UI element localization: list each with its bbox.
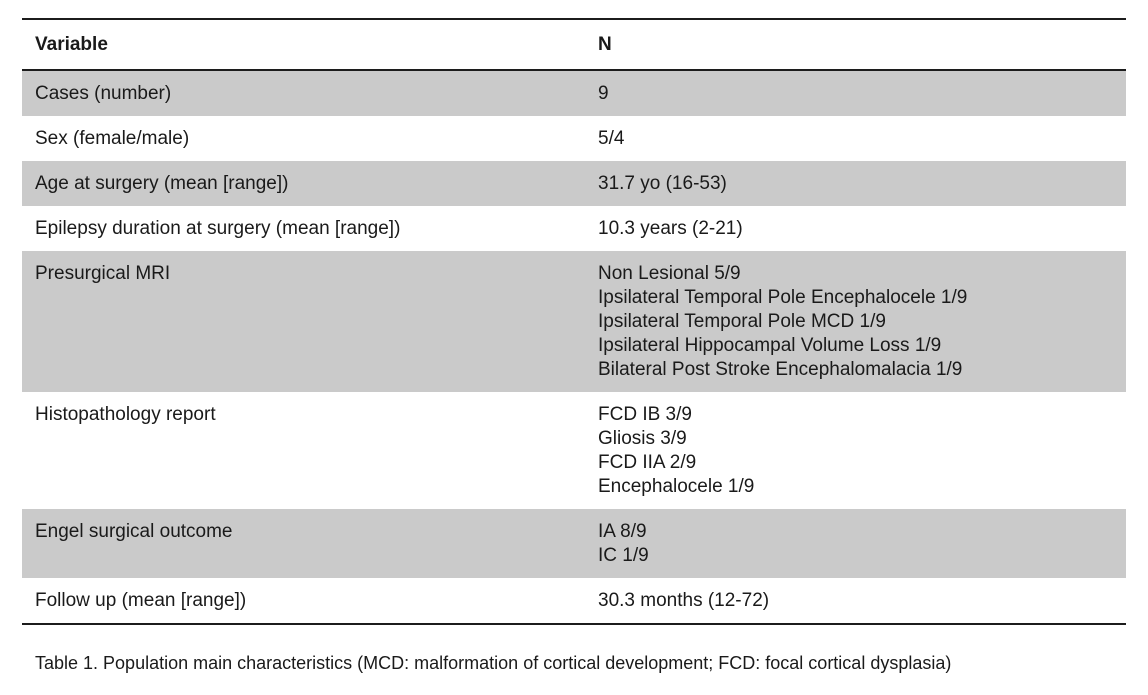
row-variable-cell: Follow up (mean [range]): [35, 590, 247, 611]
value-line: Ipsilateral Temporal Pole MCD 1/9: [598, 311, 886, 332]
value-line: Gliosis 3/9: [598, 428, 687, 449]
value-line: FCD IIA 2/9: [598, 452, 697, 473]
table-row: [22, 161, 1126, 206]
row-value-cell: [585, 509, 1126, 578]
row-value-cell: [585, 251, 1126, 392]
row-value-cell: [585, 578, 1126, 623]
value-line: 30.3 months (12-72): [598, 590, 770, 611]
row-value-cell: [585, 116, 1126, 161]
row-value-cell: [585, 206, 1126, 251]
table-row: [22, 251, 1126, 392]
row-variable-cell: Age at surgery (mean [range]): [35, 173, 289, 194]
row-variable-cell: Sex (female/male): [35, 128, 190, 149]
value-line: IA 8/9: [598, 521, 647, 542]
value-line: Non Lesional 5/9: [598, 263, 741, 284]
row-variable-cell: Epilepsy duration at surgery (mean [range]): [35, 218, 401, 239]
table-row: [22, 509, 1126, 578]
column-header-n: N: [598, 34, 612, 55]
table-row: [22, 71, 1126, 116]
row-variable-cell: Histopathology report: [35, 404, 216, 425]
row-variable-cell: Cases (number): [35, 83, 172, 104]
value-line: IC 1/9: [598, 545, 649, 566]
table-row: [22, 392, 1126, 509]
row-value-cell: [585, 71, 1126, 116]
row-value-cell: [585, 161, 1126, 206]
table-row: [22, 206, 1126, 251]
value-line: 10.3 years (2-21): [598, 218, 743, 239]
row-value-cell: [585, 392, 1126, 509]
row-variable-cell: Engel surgical outcome: [35, 521, 233, 542]
value-line: Ipsilateral Hippocampal Volume Loss 1/9: [598, 335, 942, 356]
value-line: 9: [598, 83, 609, 104]
value-line: Ipsilateral Temporal Pole Encephalocele 1/9: [598, 287, 968, 308]
table-body: [22, 71, 1126, 623]
table-row: [22, 116, 1126, 161]
value-line: 5/4: [598, 128, 625, 149]
value-line: Bilateral Post Stroke Encephalomalacia 1/9: [598, 359, 963, 380]
table-caption: Table 1. Population main characteristics (MCD: malformation of cortical development; FCD: focal cortical dysplasia): [35, 653, 952, 673]
value-line: Encephalocele 1/9: [598, 476, 755, 497]
value-line: 31.7 yo (16-53): [598, 173, 727, 194]
column-header-variable: Variable: [35, 34, 108, 55]
population-characteristics-table: [22, 18, 1126, 625]
table-header-row: [22, 20, 1126, 71]
row-variable-cell: Presurgical MRI: [35, 263, 171, 284]
value-line: FCD IB 3/9: [598, 404, 692, 425]
table-row: [22, 578, 1126, 623]
